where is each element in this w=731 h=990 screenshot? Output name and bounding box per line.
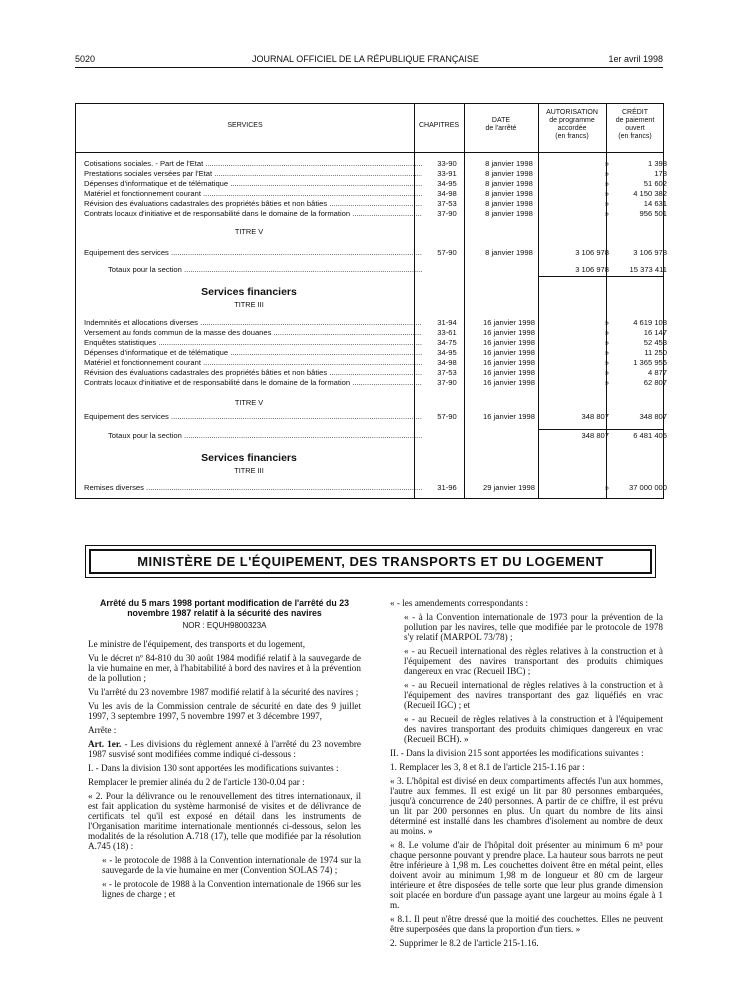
row-credit: 52 453 bbox=[643, 338, 667, 347]
row-date: 8 janvier 1998 bbox=[485, 199, 533, 208]
row-date: 16 janvier 1998 bbox=[483, 378, 535, 387]
row-date: 16 janvier 1998 bbox=[483, 348, 535, 357]
row-date: 8 janvier 1998 bbox=[485, 179, 533, 188]
quoted-item: « - les amendements correspondants : bbox=[390, 598, 529, 608]
title-heading: TITRE V bbox=[234, 398, 264, 407]
row-label: Enquêtes statistiques ..... bbox=[84, 338, 422, 348]
row-chapter: 37-53 bbox=[437, 368, 457, 377]
row-chapter: 37-53 bbox=[437, 199, 457, 208]
column-header-chapitres: CHAPITRES bbox=[418, 122, 460, 129]
row-chapter: 34-75 bbox=[437, 338, 457, 347]
row-chapter: 34-98 bbox=[437, 189, 457, 198]
article-1-label: Art. 1er. bbox=[88, 739, 122, 749]
row-label: Matériel et fonctionnement courant ..... bbox=[84, 189, 422, 199]
row-credit: 3 106 978 bbox=[633, 248, 667, 257]
row-authorisation: 3 106 978 bbox=[575, 248, 609, 257]
row-date: 16 janvier 1998 bbox=[483, 412, 535, 421]
column-header-line: de programme bbox=[549, 117, 595, 124]
row-chapter: 33-90 bbox=[437, 159, 457, 168]
table-row bbox=[84, 358, 667, 368]
article-column-right bbox=[390, 598, 663, 952]
paragraph: Remplacer le premier alinéa du 2 de l'article 130-0.04 par : bbox=[88, 777, 305, 787]
row-label: Totaux pour la section ..... bbox=[108, 265, 422, 275]
row-date: 16 janvier 1998 bbox=[483, 328, 535, 337]
table-row bbox=[84, 318, 667, 328]
row-date: 16 janvier 1998 bbox=[483, 318, 535, 327]
table-row bbox=[84, 199, 667, 209]
row-date: 8 janvier 1998 bbox=[485, 248, 533, 257]
row-label: Equipement des services ..... bbox=[84, 248, 422, 258]
row-credit: 4 877 bbox=[647, 368, 667, 377]
row-credit: 956 501 bbox=[639, 209, 667, 218]
row-label: Révision des évaluations cadastrales des propriétés bâties et non bâties ..... bbox=[84, 199, 422, 209]
table-row bbox=[84, 348, 667, 358]
row-authorisation: » bbox=[604, 348, 609, 357]
row-chapter: 33-61 bbox=[437, 328, 457, 337]
header-rule bbox=[75, 67, 663, 68]
row-authorisation: » bbox=[604, 169, 609, 178]
row-date: 8 janvier 1998 bbox=[485, 189, 533, 198]
paragraph: « 3. L'hôpital est divisé en deux compartiments affectés l'un aux hommes, l'autre aux femmes. Il est exigé un lit par 80 personnes embarquées, jusqu'à concurrence de 240 personnes. A partir de ce chiffre, il est prévu un lit par 200 personnes en plus. Un quart du nombre de lits ainsi déterminé est installé dans les chambres d'isolement au nombre de deux au moins. » bbox=[390, 776, 663, 836]
table-row bbox=[84, 159, 667, 169]
column-header-line: (en francs) bbox=[618, 133, 652, 140]
article-title: Arrêté du 5 mars 1998 portant modification de l'arrêté du 23 novembre 1987 relatif à la sécurité des navires bbox=[100, 598, 349, 618]
page-number: 5020 bbox=[75, 54, 96, 64]
row-label: Dépenses d'informatique et de télématique ..... bbox=[84, 348, 422, 358]
column-header-services: SERVICES bbox=[227, 122, 263, 129]
row-credit: 348 807 bbox=[639, 412, 667, 421]
quoted-item: « - le protocole de 1988 à la Convention internationale de 1974 sur la sauvegarde de la vie humaine en mer (Convention SOLAS 74) ; bbox=[102, 855, 361, 875]
paragraph: « 8. Le volume d'air de l'hôpital doit présenter au minimum 6 m³ pour chaque personne pouvant y prendre place. La hauteur sous barrots ne peut être inférieure à 1,98 m. Les couchettes doivent être en métal peint, elles doivent avoir au minimum 1,98 m de longueur et 80 cm de largeur intérieure et être disposées de telle sorte que leur plus grande dimension soit placée en bordure d'un passage ayant une largeur au moins égale à 1 m. bbox=[390, 840, 663, 910]
row-date: 16 janvier 1998 bbox=[483, 358, 535, 367]
table-row bbox=[84, 483, 667, 493]
column-header-date-line: de l'arrêté bbox=[485, 125, 517, 132]
totals-row bbox=[84, 265, 667, 275]
table-row bbox=[84, 378, 667, 388]
row-label: Cotisations sociales. - Part de l'Etat ..... bbox=[84, 159, 422, 169]
row-authorisation: » bbox=[604, 338, 609, 347]
row-label: Remises diverses ..... bbox=[84, 483, 422, 493]
row-chapter: 57-90 bbox=[437, 248, 457, 257]
column-header-autorisation bbox=[538, 109, 606, 141]
journal-title: JOURNAL OFFICIEL DE LA RÉPUBLIQUE FRANÇAISE bbox=[252, 54, 479, 64]
credits-table bbox=[75, 103, 667, 499]
row-label: Equipement des services ..... bbox=[84, 412, 422, 422]
row-authorisation: » bbox=[604, 328, 609, 337]
paragraph: I. - Dans la division 130 sont apportées les modifications suivantes : bbox=[88, 763, 339, 773]
column-header-line: ouvert bbox=[625, 125, 645, 132]
table-row bbox=[84, 368, 667, 378]
column-header-line: (en francs) bbox=[555, 133, 589, 140]
article-1 bbox=[88, 739, 361, 759]
row-label: Prestations sociales versées par l'Etat ..... bbox=[84, 169, 422, 179]
paragraph: Le ministre de l'équipement, des transports et du logement, bbox=[88, 639, 305, 649]
table-row bbox=[84, 179, 667, 189]
row-chapter: 31-96 bbox=[437, 483, 457, 492]
row-chapter: 57-90 bbox=[437, 412, 457, 421]
row-chapter: 34-98 bbox=[437, 358, 457, 367]
row-authorisation: » bbox=[604, 199, 609, 208]
table-row bbox=[84, 338, 667, 348]
row-credit: 6 481 405 bbox=[633, 431, 667, 440]
quoted-item: « - au Recueil international de règles relatives à la construction et à l'équipement des navires transportant des gaz liquéfiés en vrac (Recueil IGC) ; et bbox=[404, 680, 663, 710]
row-authorisation: » bbox=[604, 179, 609, 188]
nor-reference: NOR : EQUH9800323A bbox=[182, 621, 267, 630]
row-label: Contrats locaux d'initiative et de responsabilité dans le domaine de la formation ..... bbox=[84, 378, 422, 388]
row-label: Indemnités et allocations diverses ..... bbox=[84, 318, 422, 328]
quoted-item: « - au Recueil international des règles relatives à la construction et à l'équipement des navires transportant des produits chimiques dangereux en vrac (Recueil IBC) ; bbox=[404, 646, 663, 676]
table-row bbox=[84, 412, 667, 422]
paragraph: II. - Dans la division 215 sont apportées les modifications suivantes : bbox=[390, 748, 644, 758]
column-header-date-line: DATE bbox=[491, 117, 511, 124]
row-authorisation: » bbox=[604, 209, 609, 218]
row-credit: 14 631 bbox=[643, 199, 667, 208]
column-header-line: de paiement bbox=[615, 117, 655, 124]
row-credit: 15 373 411 bbox=[629, 265, 667, 274]
total-rule bbox=[538, 429, 663, 430]
row-authorisation: » bbox=[604, 358, 609, 367]
ministry-title-box bbox=[89, 549, 652, 574]
row-label: Totaux pour la section ..... bbox=[108, 431, 422, 441]
column-header-date bbox=[464, 117, 538, 133]
row-authorisation: » bbox=[604, 378, 609, 387]
row-credit: 11 250 bbox=[644, 348, 667, 357]
row-chapter: 31-94 bbox=[437, 318, 457, 327]
row-date: 29 janvier 1998 bbox=[483, 483, 535, 492]
paragraph: « 2. Pour la délivrance ou le renouvellement des titres internationaux, il est fait application du système harmonisé de visites et de délivrance de certificats tel qu'il est exposé en détail dans les instruments de l'Organisation maritime internationale mentionnés ci-dessous, selon les modalités de la résolution A.718 (17), telle que modifiée par la résolution A.745 (18) : bbox=[88, 791, 361, 851]
row-authorisation: 3 106 978 bbox=[575, 265, 609, 274]
table-row bbox=[84, 169, 667, 179]
quoted-item: « - à la Convention internationale de 1973 pour la prévention de la pollution par les navires, telle que modifiée par le protocole de 1978 s'y relatif (MARPOL 73/78) ; bbox=[404, 612, 663, 642]
row-authorisation: » bbox=[604, 189, 609, 198]
row-date: 8 janvier 1998 bbox=[485, 209, 533, 218]
table-row bbox=[84, 328, 667, 338]
quoted-item: « - au Recueil de règles relatives à la construction et à l'équipement des navires transportant des produits chimiques dangereux en vrac (Recueil BCH). » bbox=[404, 714, 663, 744]
row-authorisation: 348 807 bbox=[581, 431, 609, 440]
row-credit: 1 398 bbox=[647, 159, 667, 168]
totals-row bbox=[84, 431, 667, 441]
row-credit: 4 150 382 bbox=[633, 189, 667, 198]
row-date: 16 janvier 1998 bbox=[483, 338, 535, 347]
quoted-item: « - le protocole de 1988 à la Convention internationale de 1966 sur les lignes de charge ; et bbox=[102, 879, 361, 899]
paragraph: Vu le décret nº 84-810 du 30 août 1984 modifié relatif à la sauvegarde de la vie humaine en mer, à l'habitabilité à bord des navires et à la prévention de la pollution ; bbox=[88, 653, 361, 683]
title-heading: TITRE V bbox=[234, 227, 264, 236]
title-heading: TITRE III bbox=[234, 300, 264, 309]
row-authorisation: » bbox=[604, 159, 609, 168]
row-date: 8 janvier 1998 bbox=[485, 159, 533, 168]
column-header-line: CRÉDIT bbox=[621, 109, 649, 116]
row-chapter: 33-91 bbox=[437, 169, 457, 178]
ministry-title: MINISTÈRE DE L'ÉQUIPEMENT, DES TRANSPORTS ET DU LOGEMENT bbox=[137, 554, 604, 569]
row-credit: 37 000 000 bbox=[628, 483, 667, 492]
table-row bbox=[84, 248, 667, 258]
row-credit: 51 602 bbox=[643, 179, 667, 188]
table-header-rule bbox=[76, 152, 663, 153]
paragraph: 2. Supprimer le 8.2 de l'article 215-1.16. bbox=[390, 938, 539, 948]
row-date: 16 janvier 1998 bbox=[483, 368, 535, 377]
column-header-line: AUTORISATION bbox=[546, 109, 598, 116]
row-credit: 62 807 bbox=[643, 378, 667, 387]
row-label: Révision des évaluations cadastrales des propriétés bâties et non bâties ..... bbox=[84, 368, 422, 378]
row-authorisation: » bbox=[604, 368, 609, 377]
row-label: Contrats locaux d'initiative et de responsabilité dans le domaine de la formation ..... bbox=[84, 209, 422, 219]
total-rule bbox=[538, 276, 663, 277]
row-authorisation: » bbox=[604, 483, 609, 492]
paragraph: Vu l'arrêté du 23 novembre 1987 modifié relatif à la sécurité des navires ; bbox=[88, 687, 359, 697]
row-credit: 4 619 108 bbox=[633, 318, 667, 327]
row-credit: 1 365 956 bbox=[633, 358, 667, 367]
row-credit: 16 147 bbox=[643, 328, 667, 337]
row-authorisation: » bbox=[604, 318, 609, 327]
row-date: 8 janvier 1998 bbox=[485, 169, 533, 178]
row-chapter: 37-90 bbox=[437, 209, 457, 218]
row-chapter: 37-90 bbox=[437, 378, 457, 387]
column-header-line: accordée bbox=[557, 125, 587, 132]
row-chapter: 34-95 bbox=[437, 179, 457, 188]
title-heading: TITRE III bbox=[234, 466, 264, 475]
row-label: Dépenses d'informatique et de télématique ..... bbox=[84, 179, 422, 189]
paragraph: 1. Remplacer les 3, 8 et 8.1 de l'article 215-1.16 par : bbox=[390, 762, 585, 772]
row-label: Matériel et fonctionnement courant ..... bbox=[84, 358, 422, 368]
issue-date: 1er avril 1998 bbox=[608, 54, 663, 64]
row-authorisation: 348 807 bbox=[581, 412, 609, 421]
article-column-left bbox=[88, 598, 361, 903]
row-label: Versement au fonds commun de la masse des douanes ..... bbox=[84, 328, 422, 338]
row-chapter: 34-95 bbox=[437, 348, 457, 357]
column-header-credit bbox=[606, 109, 664, 141]
article-1-text: - Les divisions du règlement annexé à l'arrêté du 23 novembre 1987 susvisé sont modifiées comme indiqué ci-dessous : bbox=[88, 739, 361, 759]
paragraph: « 8.1. Il peut n'être dressé que la moitié des couchettes. Elles ne peuvent être superposées que dans la proportion d'un tiers. » bbox=[390, 914, 663, 934]
paragraph: Vu les avis de la Commission centrale de sécurité en date des 9 juillet 1997, 3 septembre 1997, 5 novembre 1997 et 3 décembre 1997, bbox=[88, 701, 361, 721]
section-heading: Services financiers bbox=[201, 452, 297, 464]
table-row bbox=[84, 209, 667, 219]
section-heading: Services financiers bbox=[201, 286, 297, 298]
arrete-heading: Arrête : bbox=[88, 725, 117, 735]
row-credit: 178 bbox=[654, 169, 667, 178]
table-row bbox=[84, 189, 667, 199]
